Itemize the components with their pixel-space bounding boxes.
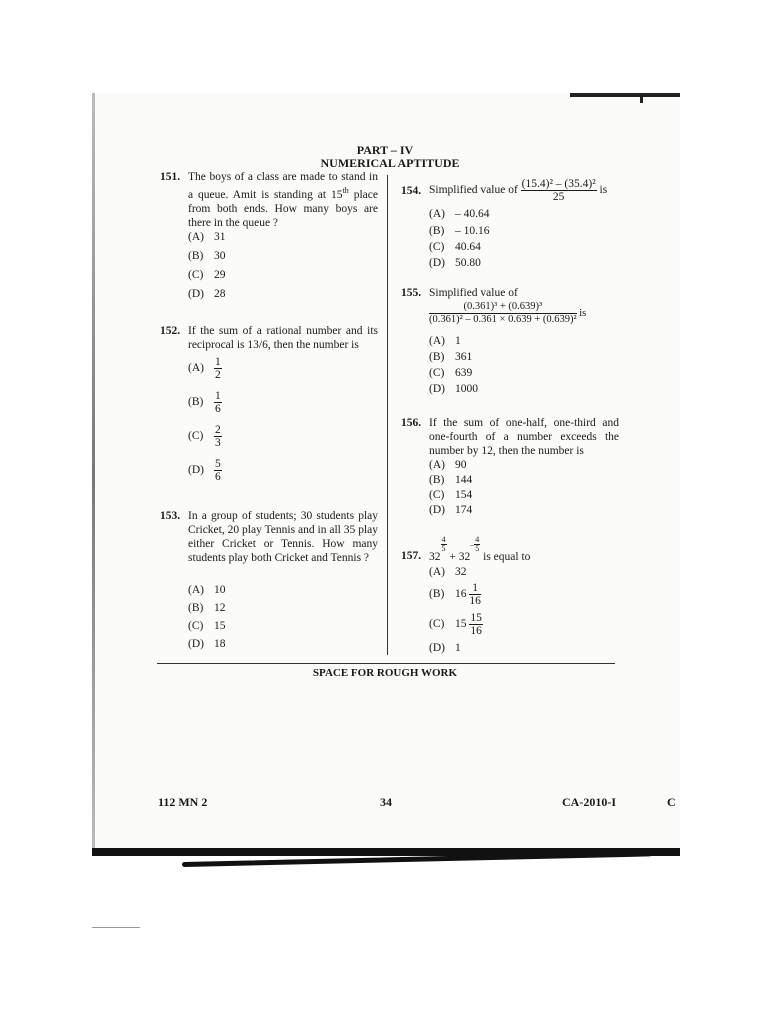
part-heading: PART – IV bbox=[356, 143, 414, 157]
option-b: (B) – 10.16 bbox=[429, 225, 490, 237]
option-a: (A) 90 bbox=[429, 459, 467, 471]
question-expression: 32 $\frac{4}{5}$ + 32– $\frac{4}{5}$ is equal to bbox=[429, 535, 531, 564]
paper-code: CA-2010-I bbox=[562, 795, 616, 809]
top-rule bbox=[570, 93, 680, 97]
question-text: The boys of a class are made to stand in a queue. Amit is standing at 15th place from both ends. How many boys are there in the queue ? bbox=[188, 171, 378, 229]
option-a: (A) 10 bbox=[188, 584, 226, 596]
question-number: 154. bbox=[401, 185, 422, 197]
option-c: (C) $\frac{2}{3}$ bbox=[188, 424, 221, 449]
option-b: (B) 12 bbox=[188, 602, 226, 614]
question-157 bbox=[401, 537, 619, 657]
question-number: 155. bbox=[401, 287, 422, 299]
page-number: 34 bbox=[380, 795, 392, 809]
question-152 bbox=[160, 324, 378, 494]
option-a: (A) 1 bbox=[429, 335, 461, 347]
question-number: 153. bbox=[160, 510, 181, 522]
option-a: (A) $\frac{1}{2}$ bbox=[188, 356, 221, 381]
option-d: (D) 1000 bbox=[429, 383, 478, 395]
section-heading: NUMERICAL APTITUDE bbox=[320, 156, 460, 170]
option-d: (D) 18 bbox=[188, 638, 226, 650]
option-a: (A) – 40.64 bbox=[429, 208, 490, 220]
question-text: In a group of students; 30 students play Cricket, 20 play Tennis and in all 35 play either Cricket or Tennis. How many students play both Cricket and Tennis ? bbox=[188, 510, 378, 564]
option-d: (D) 1 bbox=[429, 642, 461, 654]
scan-thin-line bbox=[92, 927, 140, 928]
question-number: 151. bbox=[160, 171, 181, 183]
rough-work-label: SPACE FOR ROUGH WORK bbox=[312, 667, 458, 679]
option-d: (D) 174 bbox=[429, 504, 473, 516]
question-text: Simplified value of bbox=[429, 287, 518, 299]
rough-work-rule bbox=[157, 663, 615, 664]
question-153 bbox=[160, 509, 378, 659]
footer-code: 112 MN 2 bbox=[158, 795, 208, 809]
question-154 bbox=[401, 178, 619, 273]
question-155 bbox=[401, 286, 621, 401]
option-d: (D) 28 bbox=[188, 288, 226, 300]
question-number: 156. bbox=[401, 417, 422, 429]
page-left-edge bbox=[92, 93, 95, 853]
option-c: (C) 639 bbox=[429, 367, 473, 379]
edge-character: C bbox=[667, 795, 676, 809]
option-c: (C) 29 bbox=[188, 269, 226, 281]
option-d: (D) 50.80 bbox=[429, 257, 481, 269]
option-b: (B) 16 $\frac{1}{16}$ bbox=[429, 582, 481, 607]
option-c: (C) 154 bbox=[429, 489, 473, 501]
column-divider bbox=[387, 175, 388, 655]
option-a: (A) 31 bbox=[188, 231, 226, 243]
question-156 bbox=[401, 416, 619, 521]
option-c: (C) 40.64 bbox=[429, 241, 481, 253]
option-b: (B) $\frac{1}{6}$ bbox=[188, 390, 221, 415]
top-tick bbox=[640, 93, 643, 103]
option-b: (B) 144 bbox=[429, 474, 473, 486]
question-number: 152. bbox=[160, 325, 181, 337]
question-151 bbox=[160, 170, 378, 310]
question-expression: Simplified value of $\frac{\text{(15.4)² – (35.4)²}}{25}$ is bbox=[429, 178, 608, 203]
option-b: (B) 361 bbox=[429, 351, 473, 363]
question-text: If the sum of a rational number and its reciprocal is 13/6, then the number is bbox=[188, 325, 378, 351]
question-text: If the sum of one-half, one-third and one-fourth of a number exceeds the number by 12, then the number is bbox=[429, 417, 619, 457]
option-d: (D) $\frac{5}{6}$ bbox=[188, 458, 221, 483]
option-b: (B) 30 bbox=[188, 250, 226, 262]
option-c: (C) 15 bbox=[188, 620, 226, 632]
option-c: (C) 15 $\frac{15}{16}$ bbox=[429, 612, 482, 637]
option-a: (A) 32 bbox=[429, 566, 467, 578]
question-expression: $\frac{\text{(0.361)³ + (0.639)³}}{\text{(0.361)² – 0.361 × 0.639 + (0.639)²}}$ is bbox=[429, 301, 587, 325]
question-number: 157. bbox=[401, 550, 422, 562]
